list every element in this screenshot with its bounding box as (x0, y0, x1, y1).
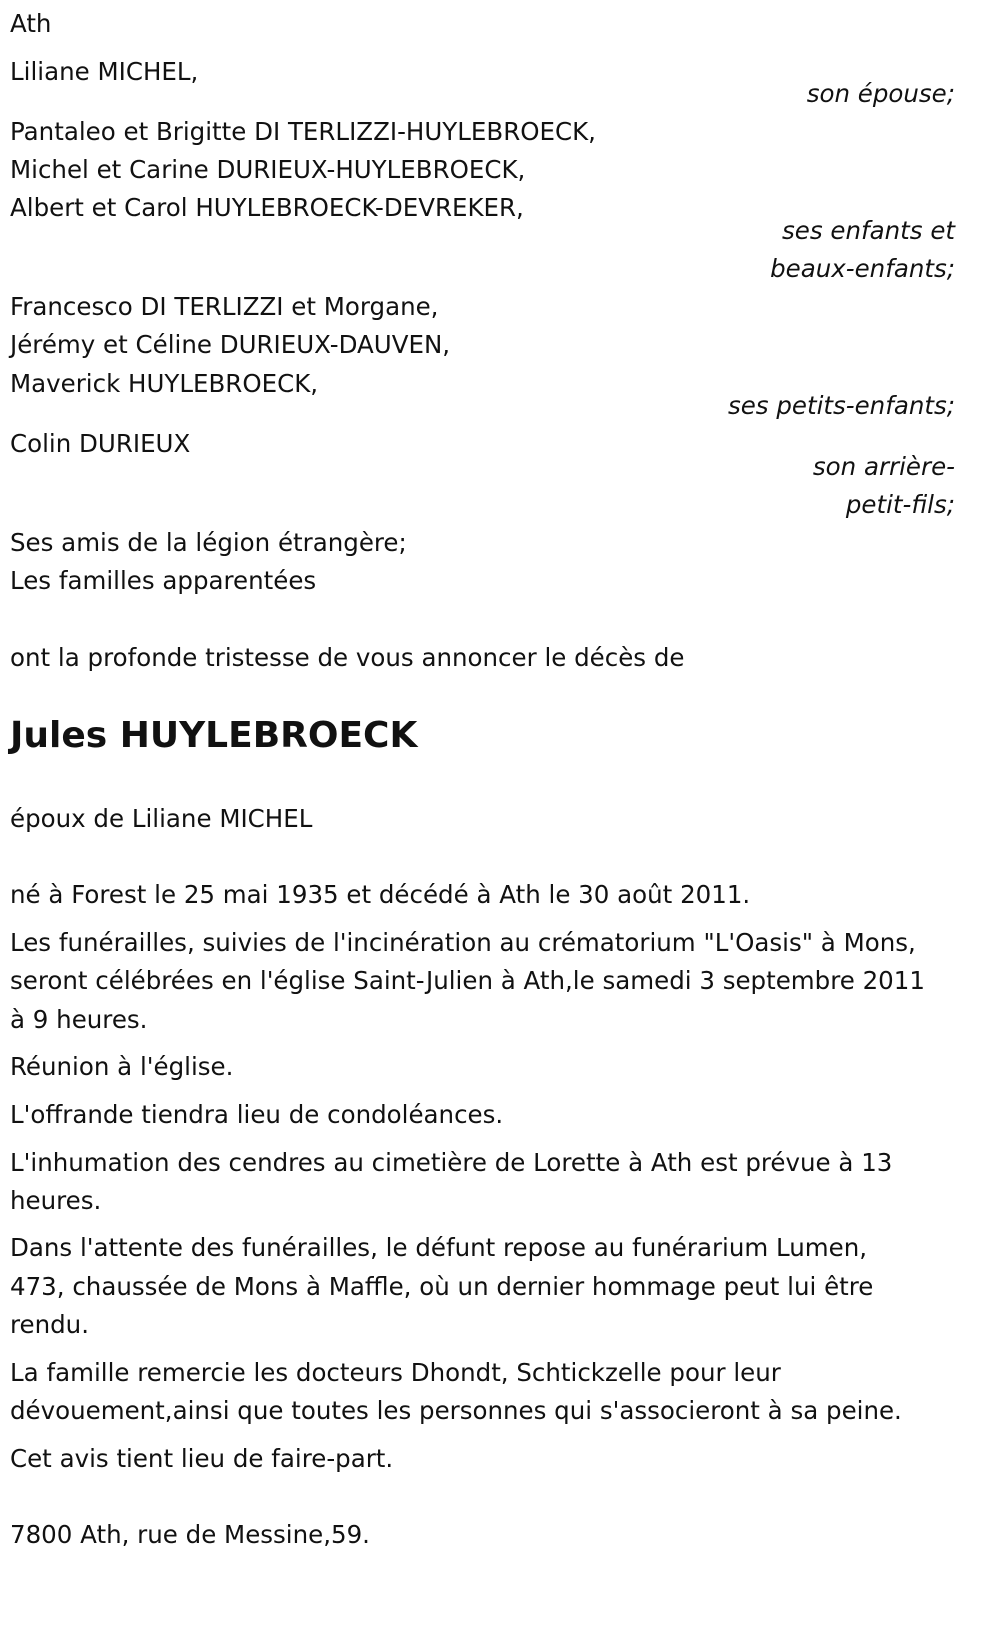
funeral-line: Les funérailles, suivies de l'incinération au crématorium "L'Oasis" à Mons, (10, 928, 916, 957)
great-grandchild-role: son arrière- (812, 452, 955, 481)
child-name: Michel et Carine DURIEUX-HUYLEBROECK, (10, 155, 526, 184)
children-role: beaux-enfants; (770, 254, 955, 283)
birth-death-line: né à Forest le 25 mai 1935 et décédé à Ath le 30 août 2011. (10, 880, 751, 909)
repose-line: Dans l'attente des funérailles, le défunt repose au funérarium Lumen, (10, 1233, 868, 1262)
funeral-line: seront célébrées en l'église Saint-Julien à Ath,le samedi 3 septembre 2011 (10, 966, 925, 995)
burial-line: L'inhumation des cendres au cimetière de Lorette à Ath est prévue à 13 (10, 1148, 893, 1177)
announcement: ont la profonde tristesse de vous annoncer le décès de (10, 643, 685, 672)
grandchild-name: Maverick HUYLEBROECK, (10, 369, 319, 398)
funeral-line: à 9 heures. (10, 1005, 148, 1034)
meeting-line: Réunion à l'église. (10, 1052, 234, 1081)
great-grandchild-role: petit-fils; (845, 490, 955, 519)
repose-line: 473, chaussée de Mons à Maffle, où un dernier hommage peut lui être (10, 1272, 874, 1301)
city-heading: Ath (10, 9, 52, 38)
child-name: Pantaleo et Brigitte DI TERLIZZI-HUYLEBROECK, (10, 117, 596, 146)
grandchild-name: Francesco DI TERLIZZI et Morgane, (10, 292, 439, 321)
grandchild-name: Jérémy et Céline DURIEUX-DAUVEN, (10, 330, 451, 359)
spouse-role: son épouse; (806, 79, 955, 108)
others-line: Ses amis de la légion étrangère; (10, 528, 407, 557)
great-grandchild-name: Colin DURIEUX (10, 429, 191, 458)
child-name: Albert et Carol HUYLEBROECK-DEVREKER, (10, 193, 524, 222)
deceased-name: Jules HUYLEBROECK (10, 715, 418, 756)
spouse-name: Liliane MICHEL, (10, 57, 199, 86)
notice-line: Cet avis tient lieu de faire-part. (10, 1444, 394, 1473)
others-line: Les familles apparentées (10, 566, 317, 595)
grandchildren-role: ses petits-enfants; (727, 391, 955, 420)
repose-line: rendu. (10, 1310, 90, 1339)
thanks-line: dévouement,ainsi que toutes les personnes qui s'associeront à sa peine. (10, 1396, 902, 1425)
thanks-line: La famille remercie les docteurs Dhondt, Schtickzelle pour leur (10, 1358, 781, 1387)
children-role: ses enfants et (782, 216, 955, 245)
burial-line: heures. (10, 1186, 102, 1215)
offering-line: L'offrande tiendra lieu de condoléances. (10, 1100, 504, 1129)
deceased-spouse-line: époux de Liliane MICHEL (10, 804, 313, 833)
address-line: 7800 Ath, rue de Messine,59. (10, 1520, 370, 1549)
